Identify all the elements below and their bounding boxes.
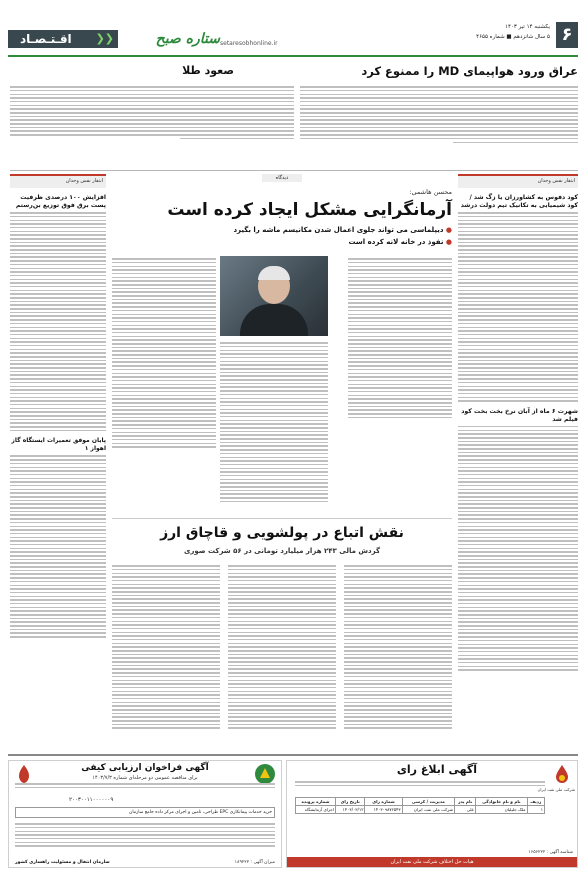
section-title: اقـتـصـاد [20, 32, 72, 46]
right-column-tag-label: انتقار نفس وحدان [537, 178, 575, 184]
laundering-headline[interactable]: نقش اتباع در پولشویی و قاچاق ارز [160, 525, 404, 541]
tender-number: ۲۰۰۳۰۰۱۱۰۰۰۰۰۰۹ [69, 797, 114, 803]
site-url[interactable]: setaresobhonline.ir [220, 40, 278, 47]
verdict-table-header [296, 798, 545, 806]
td-2: علی [455, 806, 476, 814]
th-2: نام پدر [455, 798, 476, 806]
td-1: ملک جلیلیان [476, 806, 527, 814]
left-sub-headline[interactable]: پایان موفق تعمیرات ایستگاه گاز اهواز ۱ [11, 437, 106, 453]
right-headline-1[interactable]: کود دفوس به کشاورزان یا زگ شد / کود شیمیایی به تکانیک تیم دولت درشد [460, 194, 578, 209]
person-body-icon [240, 304, 308, 336]
tender-org: سازمان انتقال و مسئولیت راهسازی کشور [15, 860, 110, 865]
ads-area [8, 754, 578, 870]
feature-kicker: دیدگاه [262, 174, 302, 182]
td-0: ۱ [527, 806, 544, 814]
feature-headline[interactable]: آرمانگرایی مشکل ایجاد کرده است [167, 200, 452, 220]
feature-bullet-2 [349, 238, 452, 246]
tender-ad [8, 760, 282, 868]
td-3: شرکت ملی نفت ایران [402, 806, 454, 814]
td-5: ۱۴۰۳/۰۳/۱۲ [335, 806, 365, 814]
th-1: نام و نام خانوادگی [476, 798, 527, 806]
logo-text: ستاره صبح [155, 31, 220, 47]
verdict-org: شرکت ملی نفت ایران [537, 787, 575, 792]
section-chevrons-icon: ❮❮ [95, 32, 114, 45]
right-headline-2[interactable]: شهرت ۶ ماه از آبان نرخ بخت بخت کود فیلم شد [461, 407, 578, 423]
left-column [10, 174, 106, 750]
th-4: شماره رای [365, 798, 402, 806]
td-6: اجرای آزمایشگاه [296, 806, 336, 814]
left-column-tag [10, 174, 106, 188]
person-hair-icon [258, 266, 290, 280]
tender-title: آگهی فراخوان ارزیابی کیفی [81, 763, 209, 773]
tender-sub: برای مناقصه عمومی دو مرحله‌ای شماره ۱۴۰۳/۷/۳ [92, 775, 198, 781]
left-headline[interactable]: افزایش ۱۰۰ درصدی ظرفیت پست برق فوق توزیع بن‌رستم [15, 194, 106, 209]
feature-bullet-1 [233, 226, 452, 234]
section-banner [8, 30, 118, 48]
th-6: شماره پرونده [296, 798, 336, 806]
feature-article [112, 174, 452, 512]
th-0: ردیف [527, 798, 544, 806]
feature-photo [220, 256, 328, 336]
td-4: ۱۴۰۳۰۹۸۷۶۵۴۳ [365, 806, 402, 814]
issue-line: ۵ سال شانزدهم ■ شماره ۴۶۵۵ [476, 34, 550, 40]
right-column-tag [458, 174, 578, 188]
date-line: یکشنبه ۱۴ تیر ۱۴۰۳ [505, 24, 550, 30]
verdict-ad-title: آگهی ابلاغ رای [396, 763, 477, 776]
page-number-badge: ۶ [556, 22, 578, 48]
section-divider [10, 170, 578, 171]
oil-company-logo [551, 763, 573, 785]
oil-flame-icon [551, 763, 573, 785]
verdict-ad-id: شناسه آگهی : ۱۶۵۶۲۲۲ [528, 850, 573, 855]
bullet-icon: ● [445, 238, 452, 246]
feature-author: محسن هاشمی: [409, 188, 452, 196]
feature-bullet-2-text: نفوذ در خانه لانه کرده است [348, 238, 444, 246]
top-news-headline[interactable]: عراق ورود هواپیمای MD را ممنوع کرد [361, 64, 578, 78]
left-column-tag-label: انتقار نفس وحدان [65, 178, 103, 184]
table-row [296, 806, 545, 814]
right-column [458, 174, 578, 750]
gold-headline[interactable]: صعود طلا [182, 64, 234, 77]
th-3: مدیریت / کرسی [402, 798, 454, 806]
masthead [0, 0, 586, 58]
logo [150, 28, 220, 50]
gold-article [10, 64, 294, 164]
bullet-icon: ● [445, 226, 452, 234]
verdict-ad [286, 760, 578, 868]
top-news-article [300, 64, 578, 164]
th-5: تاریخ رای [335, 798, 365, 806]
laundering-sub: گردش مالی ۲۴۳ هزار میلیارد تومانی در ۵۶ شرکت صوری [183, 547, 381, 555]
tender-item: خرید خدمات پیمانکاری EPC طراحی، تامین و اجرای مرکز داده جامع سازمان [15, 807, 275, 818]
masthead-rule [8, 55, 578, 57]
tender-ad-id: میزان آگهی : ۱۸۹۲۲۲ [234, 860, 275, 865]
feature-bullet-1-text: دیپلماسی می تواند جلوی اعمال شدن مکانیسم ماشه را بگیرد [233, 226, 444, 234]
verdict-footer-bar: هیات حل اختلاف شرکت ملی نفت ایران [287, 857, 577, 867]
laundering-article [112, 518, 452, 751]
verdict-table [295, 797, 545, 814]
